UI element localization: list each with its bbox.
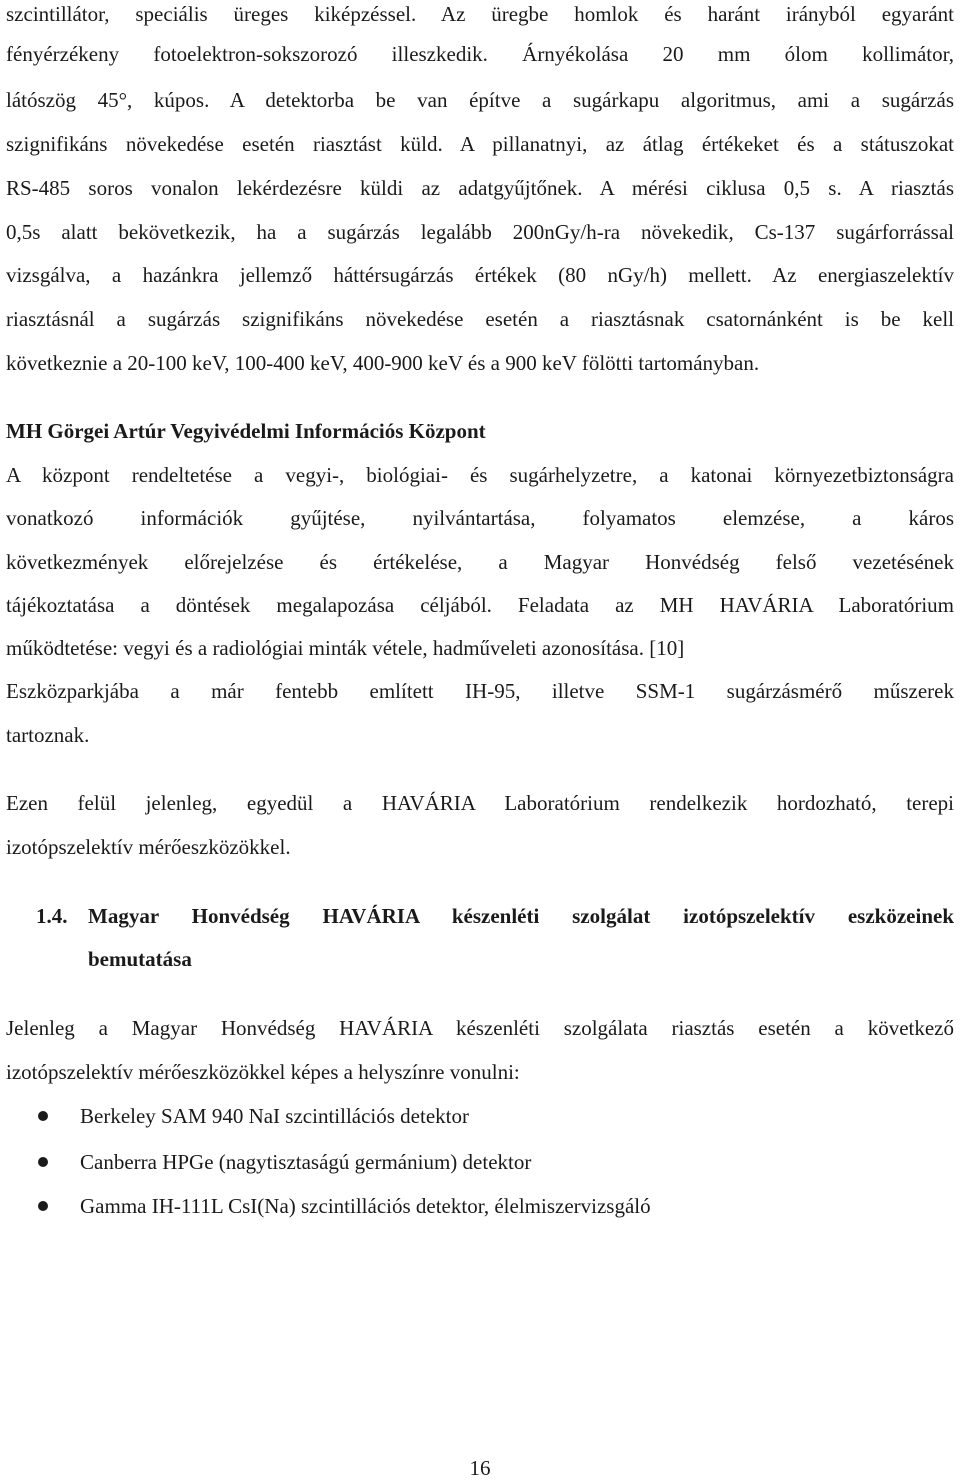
text-line: szcintillátor, speciális üreges kiképzéssel. Az üregbe homlok és haránt irányból egyaránt	[6, 2, 954, 26]
list-item	[0, 1102, 960, 1130]
text-line: fényérzékeny fotoelektron-sokszorozó illeszkedik. Árnyékolása 20 mm ólom kollimátor,	[6, 42, 954, 66]
list-item-text: Berkeley SAM 940 NaI szcintillációs detektor	[80, 1104, 469, 1128]
section-number: 1.4.	[36, 904, 68, 928]
text-line: Ezen felül jelenleg, egyedül a HAVÁRIA Laboratórium rendelkezik hordozható, terepi	[6, 791, 954, 815]
text-line: tartoznak.	[6, 723, 90, 747]
text-line: Eszközparkjába a már fentebb említett IH-95, illetve SSM-1 sugárzásmérő műszerek	[6, 679, 954, 703]
list-item	[0, 1192, 960, 1220]
text-line: működtetése: vegyi és a radiológiai minták vétele, hadműveleti azonosítása. [10]	[6, 636, 685, 660]
text-line: vonatkozó információk gyűjtése, nyilvántartása, folyamatos elemzése, a káros	[6, 506, 954, 530]
bullet-icon	[38, 1201, 48, 1211]
text-line: vizsgálva, a hazánkra jellemző háttérsugárzás értékek (80 nGy/h) mellett. Az energiaszelektív	[6, 263, 954, 287]
text-line: következmények előrejelzése és értékelése, a Magyar Honvédség felső vezetésének	[6, 550, 954, 574]
list-item	[0, 1148, 960, 1176]
text-line: 0,5s alatt bekövetkezik, ha a sugárzás legalább 200nGy/h-ra növekedik, Cs-137 sugárforrással	[6, 220, 954, 244]
text-line: szignifikáns növekedése esetén riasztást küld. A pillanatnyi, az átlag értékeket és a státuszokat	[6, 132, 954, 156]
bullet-icon	[38, 1157, 48, 1167]
text-line: izotópszelektív mérőeszközökkel.	[6, 835, 291, 859]
text-line: RS-485 soros vonalon lekérdezésre küldi az adatgyűjtőnek. A mérési ciklusa 0,5 s. A riasztás	[6, 176, 954, 200]
text-line: következnie a 20-100 keV, 100-400 keV, 400-900 keV és a 900 keV fölötti tartományban.	[6, 351, 760, 375]
text-line: izotópszelektív mérőeszközökkel képes a helyszínre vonulni:	[6, 1060, 520, 1084]
heading-vegyivedelmi-kozpont: MH Görgei Artúr Vegyivédelmi Információs Központ	[6, 419, 486, 443]
section-title-line: Magyar Honvédség HAVÁRIA készenléti szolgálat izotópszelektív eszközeinek	[88, 904, 954, 928]
bullet-icon	[38, 1111, 48, 1121]
section-title-line: bemutatása	[88, 947, 192, 971]
text-line: riasztásnál a sugárzás szignifikáns növekedése esetén a riasztásnak csatornánként is be kell	[6, 307, 954, 331]
text-line: Jelenleg a Magyar Honvédség HAVÁRIA készenléti szolgálata riasztás esetén a következő	[6, 1016, 954, 1040]
list-item-text: Canberra HPGe (nagytisztaságú germánium) detektor	[80, 1150, 532, 1174]
page-number: 16	[469, 1456, 491, 1480]
list-item-text: Gamma IH-111L CsI(Na) szcintillációs detektor, élelmiszervizsgáló	[80, 1194, 651, 1218]
text-line: látószög 45°, kúpos. A detektorba be van építve a sugárkapu algoritmus, ami a sugárzás	[6, 88, 954, 112]
text-line: tájékoztatása a döntések megalapozása céljából. Feladata az MH HAVÁRIA Laboratórium	[6, 593, 954, 617]
text-line: A központ rendeltetése a vegyi-, biológiai- és sugárhelyzetre, a katonai környezetbiztonságra	[6, 463, 954, 487]
